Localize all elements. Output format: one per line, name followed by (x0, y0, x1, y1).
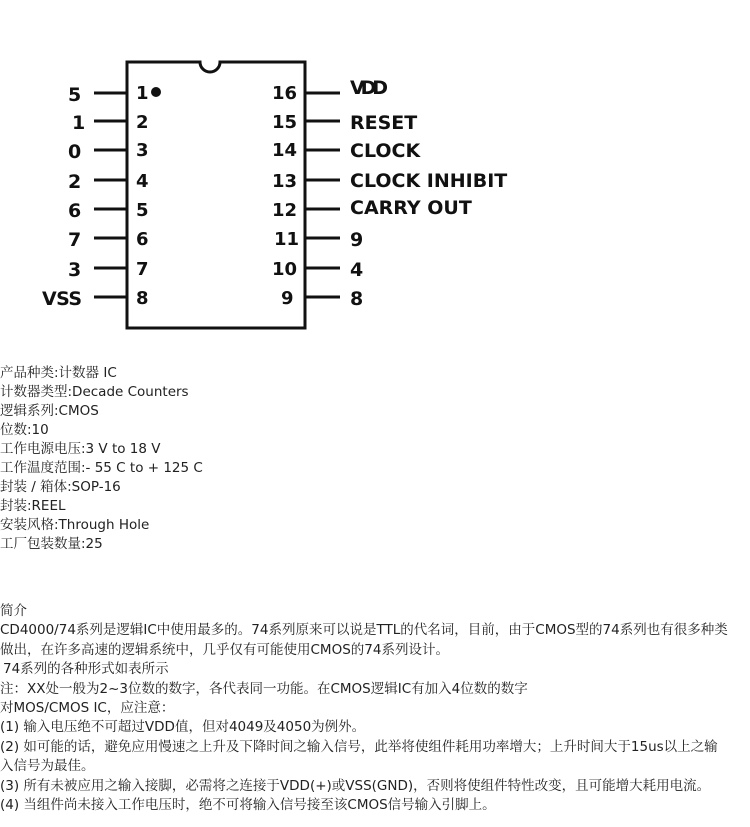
intro-text: 做出，在许多高速的逻辑系统中，几乎仅有可能使用CMOS的74系列设计。 (0, 641, 449, 658)
right-pin-number: 16 (272, 83, 298, 104)
right-pin-label: CARRY OUT (350, 197, 472, 219)
property-line: 位数:10 (0, 422, 49, 438)
right-pin-label: CLOCK (350, 140, 421, 162)
left-pin-6 (68, 229, 149, 251)
left-pin-7 (68, 259, 149, 281)
left-pin-number: 7 (136, 259, 149, 280)
property-line: 工作温度范围:- 55 C to + 125 C (0, 460, 203, 476)
left-pin-1 (68, 83, 149, 106)
left-pin-label: 1 (72, 112, 86, 134)
intro-text: CD4000/74系列是逻辑IC中使用最多的。74系列原来可以说是TTL的代名词，目前，由于CMOS型的74系列也有很多种类 (0, 622, 728, 639)
product-properties (0, 364, 203, 554)
left-pin-3 (68, 140, 149, 163)
left-pin-4 (68, 171, 149, 193)
right-pin-number: 10 (272, 259, 298, 280)
right-pin-label: 4 (350, 259, 364, 281)
left-pin-label: 3 (68, 259, 82, 281)
right-pin-14 (272, 140, 421, 162)
right-pin-11 (274, 229, 363, 251)
property-line: 工厂包装数量:25 (0, 536, 103, 552)
right-pin-15 (272, 112, 417, 134)
right-pin-label: 9 (350, 229, 364, 251)
property-line: 产品种类:计数器 IC (0, 365, 117, 381)
property-line: 封装 / 箱体:SOP-16 (0, 479, 121, 495)
property-line: 逻辑系列:CMOS (0, 403, 99, 419)
right-pin-label: 8 (350, 288, 364, 310)
intro-item: 入信号为最佳。 (0, 758, 95, 775)
property-line: 计数器类型:Decade Counters (0, 384, 189, 400)
intro-item: (3) 所有未被应用之输入接脚，必需将之连接于VDD(+)或VSS(GND)，否则将使组件特性改变，且可能增大耗用电流。 (0, 777, 711, 794)
left-pin-label: 6 (68, 200, 82, 222)
right-pin-number: 9 (281, 288, 294, 309)
right-pin-number: 11 (274, 229, 300, 250)
right-pin-10 (272, 259, 363, 281)
right-pin-number: 14 (272, 140, 298, 161)
left-pin-label: 5 (68, 84, 82, 106)
property-line: 封装:REEL (0, 498, 66, 514)
property-line: 工作电源电压:3 V to 18 V (0, 441, 161, 457)
left-pin-number: 5 (136, 200, 149, 221)
left-pin-label: 7 (68, 229, 82, 251)
vdd-label: VDD (350, 77, 388, 99)
intro-text: 74系列的各种形式如表所示 (3, 661, 169, 678)
right-pin-label: CLOCK INHIBIT (350, 170, 508, 192)
right-pin-number: 12 (272, 200, 298, 221)
left-pin-2 (72, 112, 149, 134)
pin-1-marker (151, 87, 161, 97)
intro-text: 对MOS/CMOS IC，应注意： (0, 700, 175, 717)
left-pin-number: 6 (136, 229, 149, 250)
left-pin-number: 8 (136, 288, 149, 309)
left-pin-number: 4 (136, 171, 149, 192)
left-pin-8 (42, 288, 149, 310)
left-pin-label: 0 (68, 141, 82, 163)
right-pin-9 (281, 288, 363, 310)
right-pin-13 (272, 170, 507, 192)
left-pin-number: 2 (136, 112, 149, 133)
vss-label: VSS (42, 288, 82, 310)
right-pin-label: RESET (350, 112, 418, 134)
intro-item: (1) 输入电压绝不可超过VDD值，但对4049及4050为例外。 (0, 719, 366, 736)
pinout-diagram (0, 0, 750, 340)
right-pin-12 (272, 197, 472, 221)
left-pin-label: 2 (68, 171, 82, 193)
intro-item: (4) 当组件尚未接入工作电压时，绝不可将输入信号接至该CMOS信号输入引脚上。 (0, 797, 496, 814)
left-pin-number: 1 (136, 83, 149, 104)
introduction (0, 602, 750, 815)
right-pin-16 (272, 77, 388, 104)
right-pin-number: 15 (272, 112, 298, 133)
intro-item: (2) 如可能的话，避免应用慢速之上升及下降时间之输入信号，此举将使组件耗用功率增大；上升时间大于15us以上之输 (0, 738, 718, 755)
left-pin-5 (68, 200, 149, 222)
left-pin-number: 3 (136, 140, 149, 161)
right-pin-number: 13 (272, 171, 298, 192)
intro-note: 注：XX处一般为2~3位数的数字，各代表同一功能。在CMOS逻辑IC有加入4位数的数字 (0, 680, 528, 697)
intro-heading: 简介 (0, 603, 27, 619)
property-line: 安装风格:Through Hole (0, 517, 150, 533)
